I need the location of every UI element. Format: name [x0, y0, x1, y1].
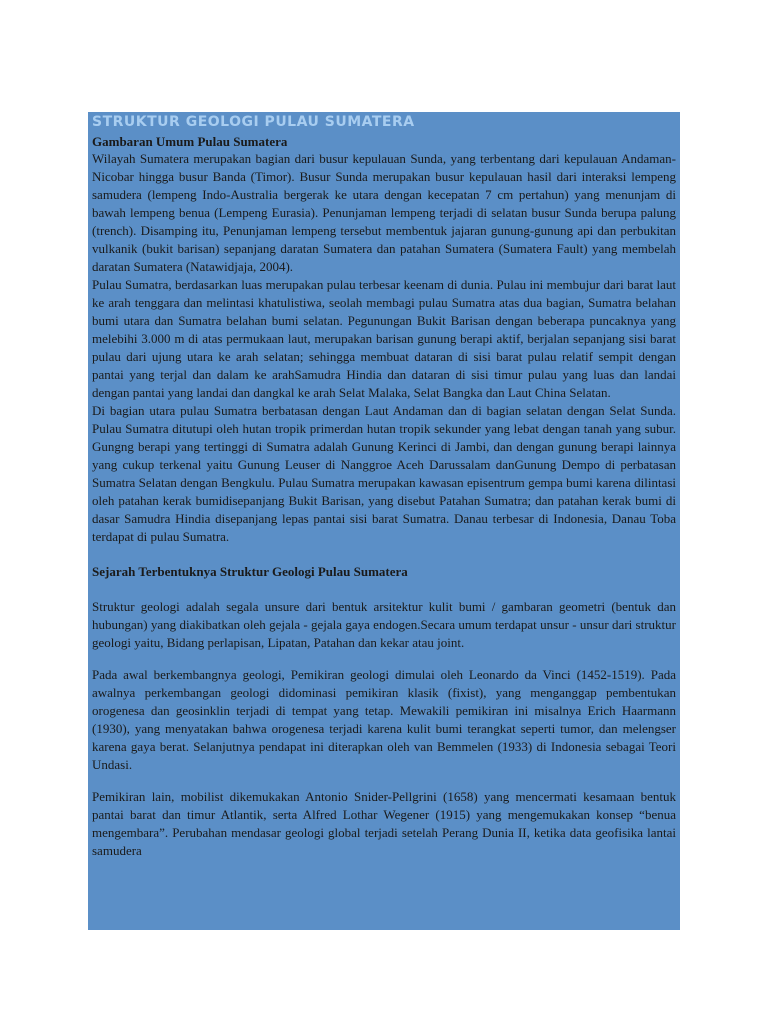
document-body	[88, 112, 680, 860]
paragraph: Pulau Sumatra, berdasarkan luas merupakan pulau terbesar keenam di dunia. Pulau ini membujur dari barat laut ke arah tenggara dan melintasi khatulistiwa, seolah membagi pulau Sumatra atas dua bagian, Sumatra belahan bumi utara dan Sumatra belahan bumi selatan. Pegunungan Bukit Barisan dengan beberapa puncaknya yang melebihi 3.000 m di atas permukaan laut, merupakan barisan gunung berapi aktif, berjalan sepanjang sisi barat pulau dari ujung utara ke arah selatan; sehingga membuat dataran di sisi barat pulau relatif sempit dengan pantai yang terjal dan dalam ke arahSamudra Hindia dan dataran di sisi timur pulau yang luas dan landai dengan pantai yang landai dan dangkal ke arah Selat Malaka, Selat Bangka dan Laut China Selatan.	[92, 277, 676, 400]
paragraph: Wilayah Sumatera merupakan bagian dari busur kepulauan Sunda, yang terbentang dari kepulauan Andaman-Nicobar hingga busur Banda (Timor). Busur Sunda merupakan busur kepulauan hasil dari interaksi lempeng samudera (lempeng Indo-Australia bergerak ke utara dengan kecepatan 7 cm pertahun) yang menunjam di bawah lempeng benua (Lempeng Eurasia). Penunjaman lempeng terjadi di selatan busur Sunda berupa palung (trench). Disamping itu, Penunjaman lempeng tersebut membentuk jajaran gunung-gunung api dan perbukitan vulkanik (bukit barisan) sepanjang daratan Sumatera dan patahan Sumatera (Sumatera Fault) yang membelah daratan Sumatera (Natawidjaja, 2004).	[92, 151, 676, 274]
paragraph: Pada awal berkembangnya geologi, Pemikiran geologi dimulai oleh Leonardo da Vinci (1452-1519). Pada awalnya perkembangan geologi didominasi pemikiran klasik (fixist), yang menganggap pembentukan orogenesa dan geosinklin terjadi di tempat yang tetap. Mewakili pemikiran ini misalnya Erich Haarmann (1930), yang menyatakan bahwa orogenesa terjadi karena kulit bumi terangkat seperti tumor, dan melengser karena gaya berat. Selanjutnya pendapat ini diterapkan oleh van Bemmelen (1933) di Indonesia sebagai Teori Undasi.	[92, 667, 676, 772]
document-panel	[88, 112, 680, 930]
paragraph: Di bagian utara pulau Sumatra berbatasan dengan Laut Andaman dan di bagian selatan dengan Selat Sunda. Pulau Sumatra ditutupi oleh hutan tropik primerdan hutan tropik sekunder yang lebat dengan tanah yang subur. Gungng berapi yang tertinggi di Sumatra adalah Gunung Kerinci di Jambi, dan dengan gunung berapi lainnya yang cukup terkenal yaitu Gunung Leuser di Nanggroe Aceh Darussalam danGunung Dempo di perbatasan Sumatra Selatan dengan Bengkulu. Pulau Sumatra merupakan kawasan episentrum gempa bumi karena dilintasi oleh patahan kerak bumidisepanjang Bukit Barisan, yang disebut Patahan Sumatra; dan patahan kerak bumi di dasar Samudra Hindia disepanjang lepas pantai sisi barat Sumatra. Danau terbesar di Indonesia, Danau Toba terdapat di pulau Sumatra.	[92, 403, 676, 544]
document-title: STRUKTUR GEOLOGI PULAU SUMATERA	[92, 114, 415, 130]
section-heading-gambaran-umum: Gambaran Umum Pulau Sumatera	[92, 134, 288, 149]
section-heading-sejarah: Sejarah Terbentuknya Struktur Geologi Pulau Sumatera	[92, 564, 408, 579]
paragraph: Struktur geologi adalah segala unsure dari bentuk arsitektur kulit bumi / gambaran geometri (bentuk dan hubungan) yang diakibatkan oleh gejala - gejala gaya endogen.Secara umum terdapat unsur - unsur dari struktur geologi yaitu, Bidang perlapisan, Lipatan, Patahan dan kekar atau joint.	[92, 599, 676, 650]
paragraph: Pemikiran lain, mobilist dikemukakan Antonio Snider-Pellgrini (1658) yang mencermati kesamaan bentuk pantai barat dan timur Atlantik, serta Alfred Lothar Wegener (1915) yang mengemukakan konsep “benua mengembara”. Perubahan mendasar geologi global terjadi setelah Perang Dunia II, ketika data geofisika lantai samudera	[92, 789, 676, 858]
